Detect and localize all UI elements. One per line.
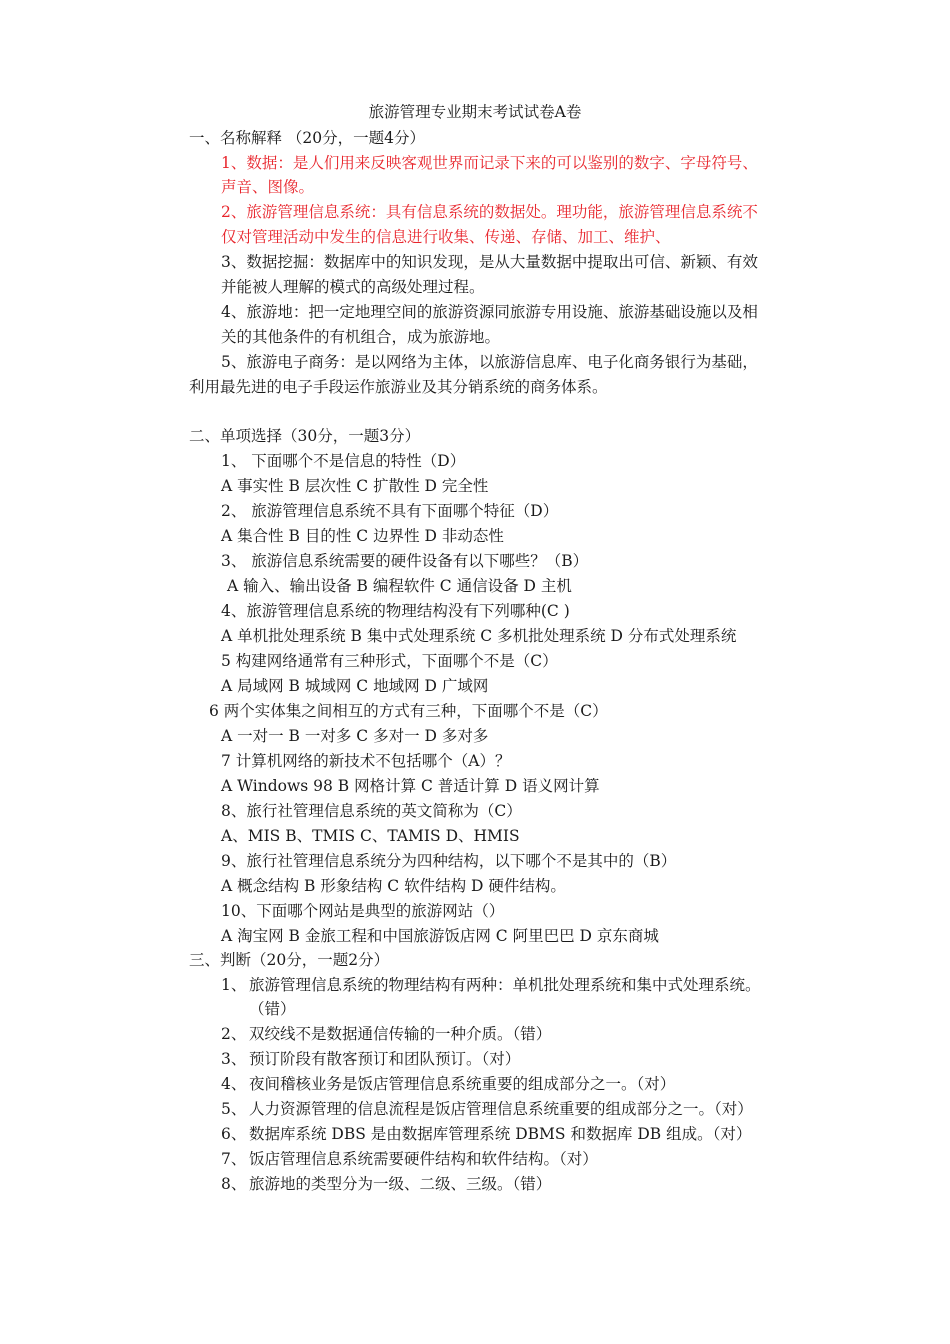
choice-6-question: 6 两个实体集之间相互的方式有三种，下面哪个不是（C） [209, 702, 608, 720]
judge-7-num: 7、 [221, 1150, 247, 1168]
judge-3-num: 3、 [221, 1050, 247, 1068]
choice-10-options: A 淘宝网 B 金旅工程和中国旅游饭店网 C 阿里巴巴 D 京东商城 [221, 927, 659, 945]
judge-5-text: 人力资源管理的信息流程是饭店管理信息系统重要的组成部分之一。（对） [249, 1100, 753, 1118]
choice-3-options: A 输入、输出设备 B 编程软件 C 通信设备 D 主机 [227, 577, 572, 595]
term-3-line1: 3、数据挖掘：数据库中的知识发现，是从大量数据中提取出可信、新颖、有效 [221, 253, 758, 271]
choice-4-question: 4、旅游管理信息系统的物理结构没有下列哪种(C ) [221, 602, 570, 620]
choice-9-options: A 概念结构 B 形象结构 C 软件结构 D 硬件结构。 [221, 877, 566, 895]
term-4-line2: 关的其他条件的有机组合，成为旅游地。 [221, 328, 501, 346]
choice-5-options: A 局域网 B 城域网 C 地域网 D 广域网 [221, 677, 489, 695]
term-2-line1: 2、旅游管理信息系统：具有信息系统的数据处。理功能，旅游管理信息系统不 [221, 203, 758, 221]
choice-1-options: A 事实性 B 层次性 C 扩散性 D 完全性 [221, 477, 489, 495]
choice-2-question: 2、 旅游管理信息系统不具有下面哪个特征（D） [221, 502, 559, 520]
choice-4-options: A 单机批处理系统 B 集中式处理系统 C 多机批处理系统 D 分布式处理系统 [221, 627, 737, 645]
judge-3-text: 预订阶段有散客预订和团队预订。（对） [249, 1050, 521, 1068]
choice-2-options: A 集合性 B 目的性 C 边界性 D 非动态性 [221, 527, 504, 545]
choice-5-question: 5 构建网络通常有三种形式，下面哪个不是（C） [221, 652, 558, 670]
judge-8-text: 旅游地的类型分为一级、二级、三级。（错） [249, 1175, 552, 1193]
section3-heading: 三、判断（20分，一题2分） [189, 951, 390, 969]
term-4-line1: 4、旅游地：把一定地理空间的旅游资源同旅游专用设施、旅游基础设施以及相 [221, 303, 758, 321]
term-1-line2: 声音、图像。 [221, 178, 315, 196]
judge-2-text: 双绞线不是数据通信传输的一种介质。（错） [249, 1025, 552, 1043]
judge-1-num: 1、 [221, 976, 247, 994]
choice-8-options: A、MIS B、TMIS C、TAMIS D、HMIS [221, 827, 520, 845]
judge-7-text: 饭店管理信息系统需要硬件结构和软件结构。（对） [249, 1150, 598, 1168]
choice-7-options: A Windows 98 B 网格计算 C 普适计算 D 语义网计算 [221, 777, 600, 795]
choice-10-question: 10、下面哪个网站是典型的旅游网站（） [221, 902, 505, 920]
choice-7-question: 7 计算机网络的新技术不包括哪个（A）？ [221, 752, 511, 770]
judge-2-num: 2、 [221, 1025, 247, 1043]
term-3-line2: 并能被人理解的模式的高级处理过程。 [221, 278, 485, 296]
judge-8-num: 8、 [221, 1175, 247, 1193]
choice-8-question: 8、旅行社管理信息系统的英文简称为（C） [221, 802, 522, 820]
term-1-line1: 1、数据：是人们用来反映客观世界而记录下来的可以鉴别的数字、字母符号、 [221, 154, 758, 172]
choice-1-question: 1、 下面哪个不是信息的特性（D） [221, 452, 466, 470]
judge-4-num: 4、 [221, 1075, 247, 1093]
judge-1-text: 旅游管理信息系统的物理结构有两种：单机批处理系统和集中式处理系统。 [249, 976, 761, 994]
judge-1-answer: （错） [249, 1000, 296, 1018]
choice-3-question: 3、 旅游信息系统需要的硬件设备有以下哪些？（B） [221, 552, 589, 570]
judge-6-num: 6、 [221, 1125, 247, 1143]
term-5-line1: 5、旅游电子商务：是以网络为主体，以旅游信息库、电子化商务银行为基础， [221, 353, 758, 371]
judge-5-num: 5、 [221, 1100, 247, 1118]
section2-heading: 二、单项选择（30分，一题3分） [189, 427, 421, 445]
choice-6-options: A 一对一 B 一对多 C 多对一 D 多对多 [221, 727, 489, 745]
term-2-line2: 仅对管理活动中发生的信息进行收集、传递、存储、加工、维护、 [221, 228, 671, 246]
judge-6-text: 数据库系统 DBS 是由数据库管理系统 DBMS 和数据库 DB 组成。（对） [249, 1125, 752, 1143]
term-5-line2: 利用最先进的电子手段运作旅游业及其分销系统的商务体系。 [189, 378, 608, 396]
choice-9-question: 9、旅行社管理信息系统分为四种结构，以下哪个不是其中的（B） [221, 852, 677, 870]
judge-4-text: 夜间稽核业务是饭店管理信息系统重要的组成部分之一。（对） [249, 1075, 676, 1093]
page-title: 旅游管理专业期末考试试卷A卷 [368, 103, 582, 121]
section1-heading: 一、名称解释 （20分，一题4分） [189, 129, 426, 147]
